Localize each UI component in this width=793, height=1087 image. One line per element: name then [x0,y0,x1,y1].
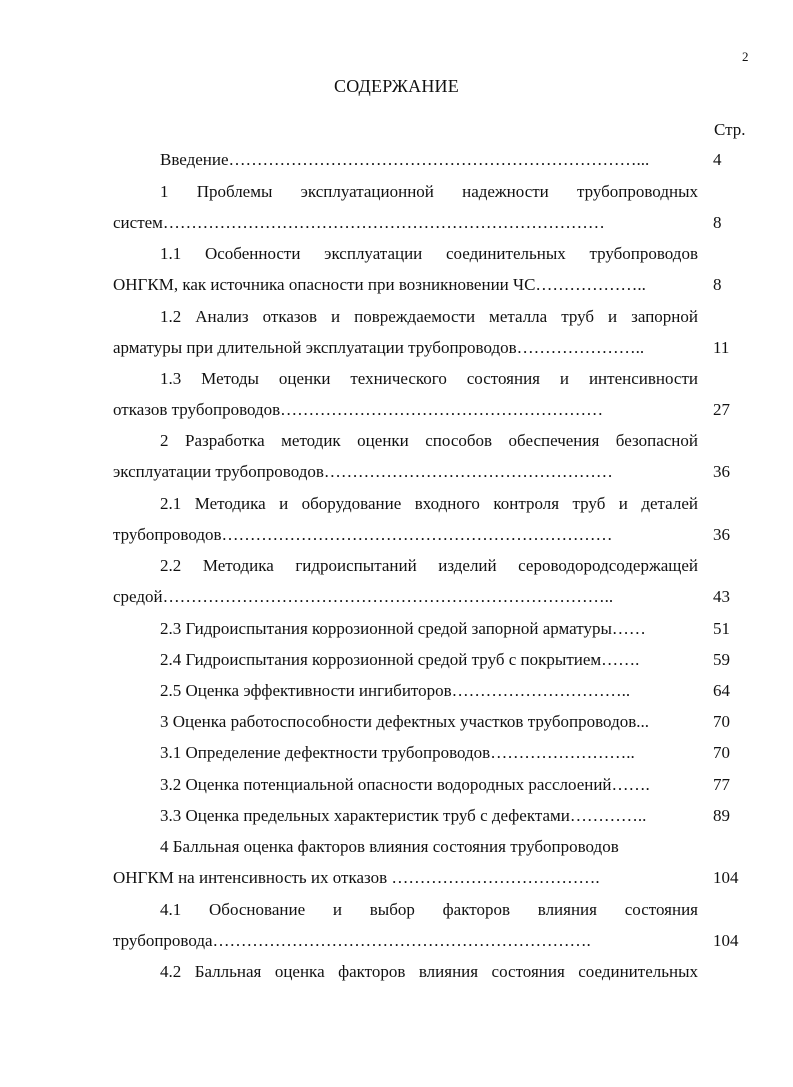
toc-entry-line [0,211,793,235]
toc-entry-line [0,554,793,578]
toc-entry-title-cont: трубопровода…………………………………………………………. [113,931,591,950]
toc-entry-page: 64 [713,681,730,700]
toc-entry-line [0,710,793,734]
toc-entry-line [0,960,793,984]
toc-entry-page: 4 [713,150,722,169]
toc-entry-line [0,492,793,516]
toc-entry-line [0,398,793,422]
toc-entry-page: 70 [713,712,730,731]
toc-entry-page: 104 [713,931,739,950]
toc-entry-line [0,429,793,453]
toc-entry-title: 2.5 Оценка эффективности ингибиторов………………………….. [160,681,631,700]
toc-entry-title: 1.2 Анализ отказов и повреждаемости металла труб и запорной [160,307,698,326]
toc-entry-line [0,866,793,890]
toc-entry-title: Введение………………………………………………………………... [160,150,650,169]
toc-entry-title: 2.1 Методика и оборудование входного контроля труб и деталей [160,494,698,513]
toc-entry-line [0,617,793,641]
toc-entry-line [0,679,793,703]
toc-entry-line [0,585,793,609]
toc-entry-title: 2.3 Гидроиспытания коррозионной средой запорной арматуры…… [160,619,646,638]
toc-entry-title: 3.3 Оценка предельных характеристик труб с дефектами………….. [160,806,647,825]
page-number: 2 [742,49,749,64]
toc-entry-page: 51 [713,619,730,638]
toc-entry-page: 8 [713,213,722,232]
toc-entry-title-cont: ОНГКМ, как источника опасности при возникновении ЧС……………….. [113,275,646,294]
toc-entry-title: 2.4 Гидроиспытания коррозионной средой труб с покрытием……. [160,650,640,669]
toc-entry-title: 4 Балльная оценка факторов влияния состояния трубопроводов [160,837,619,856]
toc-entry-title: 4.2 Балльная оценка факторов влияния состояния соединительных [160,962,698,981]
toc-entry-title: 1.3 Методы оценки технического состояния и интенсивности [160,369,698,388]
toc-entry-page: 59 [713,650,730,669]
toc-entry-title: 2.2 Методика гидроиспытаний изделий сероводородсодержащей [160,556,698,575]
toc-entry-title-cont: эксплуатации трубопроводов…………………………………………… [113,462,613,481]
toc-entry-title: 3.2 Оценка потенциальной опасности водородных расслоений……. [160,775,650,794]
page-column-label: Стр. [714,120,746,139]
toc-entry-line [0,180,793,204]
toc-entry-line [0,305,793,329]
toc-entry-line [0,336,793,360]
toc-entry-line [0,367,793,391]
toc-entry-title-cont: отказов трубопроводов………………………………………………… [113,400,604,419]
toc-entry-title-cont: систем…………………………………………………………………… [113,213,605,232]
toc-entry-line [0,804,793,828]
page-title: СОДЕРЖАНИЕ [334,76,459,96]
toc-entry-introduction [0,148,793,172]
toc-entry-title: 4.1 Обоснование и выбор факторов влияния состояния [160,900,698,919]
toc-entry-title-cont: трубопроводов…………………………………………………………… [113,525,613,544]
toc-entry-page: 36 [713,462,730,481]
toc-entry-page: 27 [713,400,730,419]
toc-entry-page: 89 [713,806,730,825]
toc-entry-page: 104 [713,868,739,887]
toc-entry-line [0,648,793,672]
toc-entry-title-cont: арматуры при длительной эксплуатации трубопроводов………………….. [113,338,645,357]
toc-entry-line [0,460,793,484]
toc-entry-line [0,929,793,953]
toc-entry-title-cont: средой…………………………………………………………………….. [113,587,614,606]
toc-entry-title-cont: ОНГКМ на интенсивность их отказов ………………………………. [113,868,600,887]
toc-entry-line [0,741,793,765]
toc-entry-title: 1 Проблемы эксплуатационной надежности трубопроводных [160,182,698,201]
toc-entry-line [0,835,793,859]
toc-entry-page: 77 [713,775,730,794]
toc-entry-title: 1.1 Особенности эксплуатации соединительных трубопроводов [160,244,698,263]
toc-entry-page: 8 [713,275,722,294]
toc-entry-title: 2 Разработка методик оценки способов обеспечения безопасной [160,431,698,450]
toc-entry-line [0,773,793,797]
toc-entry-line [0,523,793,547]
toc-entry-line [0,273,793,297]
toc-entry-page: 43 [713,587,730,606]
toc-entry-line [0,898,793,922]
toc-entry-page: 36 [713,525,730,544]
toc-entry-line [0,242,793,266]
toc-entry-page: 70 [713,743,730,762]
toc-entry-title: 3.1 Определение дефектности трубопроводов…………………….. [160,743,635,762]
toc-entry-title: 3 Оценка работоспособности дефектных участков трубопроводов... [160,712,649,731]
toc-entry-page: 11 [713,338,730,357]
